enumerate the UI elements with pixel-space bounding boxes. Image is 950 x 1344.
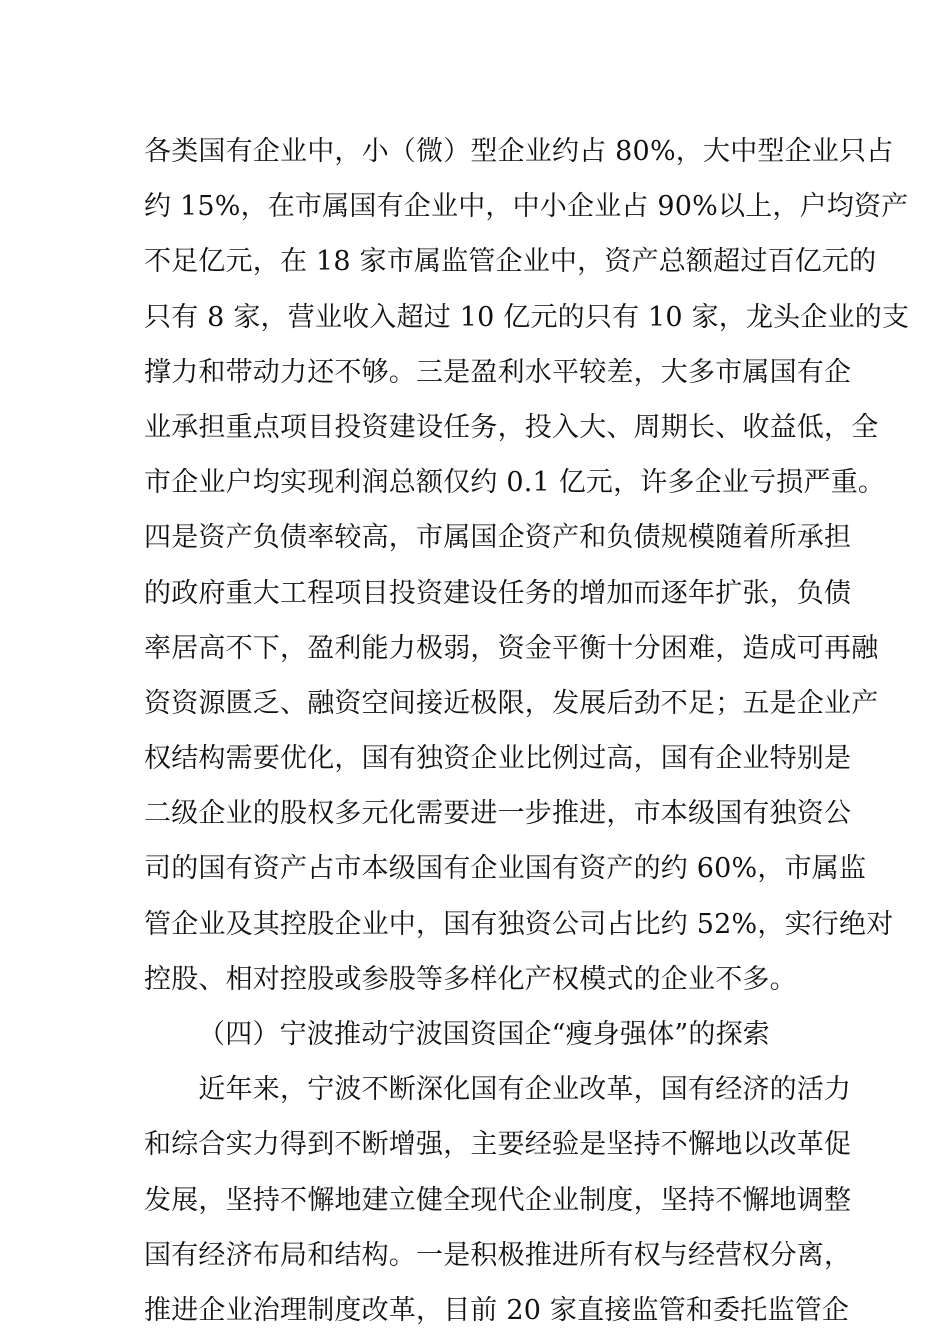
- paragraph-line: 司的国有资产占市本级国有企业国有资产的约 60%，市属监: [144, 853, 867, 885]
- paragraph-line: 国有经济布局和结构。一是积极推进所有权与经营权分离，: [144, 1239, 852, 1271]
- paragraph-line: 率居高不下，盈利能力极弱，资金平衡十分困难，造成可再融: [144, 632, 879, 664]
- paragraph-line: 二级企业的股权多元化需要进一步推进，市本级国有独资公: [144, 798, 852, 830]
- paragraph-line: 资资源匮乏、融资空间接近极限，发展后劲不足；五是企业产: [144, 687, 879, 719]
- paragraph-line: 各类国有企业中，小（微）型企业约占 80%，大中型企业只占: [144, 136, 894, 167]
- paragraph-line: 近年来，宁波不断深化国有企业改革，国有经济的活力: [144, 1074, 852, 1106]
- paragraph-line: 推进企业治理制度改革，目前 20 家直接监管和委托监管企: [144, 1294, 850, 1326]
- section-heading: （四）宁波推动宁波国资国企“瘦身强体”的探索: [198, 1019, 771, 1050]
- paragraph-line: 约 15%，在市属国有企业中，中小企业占 90%以上，户均资产: [144, 191, 909, 223]
- paragraph-line: 撑力和带动力还不够。三是盈利水平较差，大多市属国有企: [144, 356, 852, 388]
- document-body: [144, 124, 910, 1338]
- paragraph-line: 业承担重点项目投资建设任务，投入大、周期长、收益低，全: [144, 411, 879, 443]
- paragraph-line: 控股、相对控股或参股等多样化产权模式的企业不多。: [144, 963, 797, 995]
- paragraph-line: 管企业及其控股企业中，国有独资公司占比约 52%，实行绝对: [144, 908, 894, 940]
- paragraph-line: 只有 8 家，营业收入超过 10 亿元的只有 10 家，龙头企业的支: [144, 301, 910, 333]
- paragraph-line: 市企业户均实现利润总额仅约 0.1 亿元，许多企业亏损严重。: [144, 467, 886, 499]
- paragraph-line: 发展，坚持不懈地建立健全现代企业制度，坚持不懈地调整: [144, 1184, 852, 1216]
- paragraph-line: 的政府重大工程项目投资建设任务的增加而逐年扩张，负债: [144, 577, 852, 609]
- paragraph-line: 不足亿元，在 18 家市属监管企业中，资产总额超过百亿元的: [144, 246, 877, 278]
- paragraph-line: 四是资产负债率较高，市属国企资产和负债规模随着所承担: [144, 522, 852, 554]
- paragraph-line: 权结构需要优化，国有独资企业比例过高，国有企业特别是: [144, 743, 852, 775]
- paragraph-line: 和综合实力得到不断增强，主要经验是坚持不懈地以改革促: [144, 1129, 852, 1161]
